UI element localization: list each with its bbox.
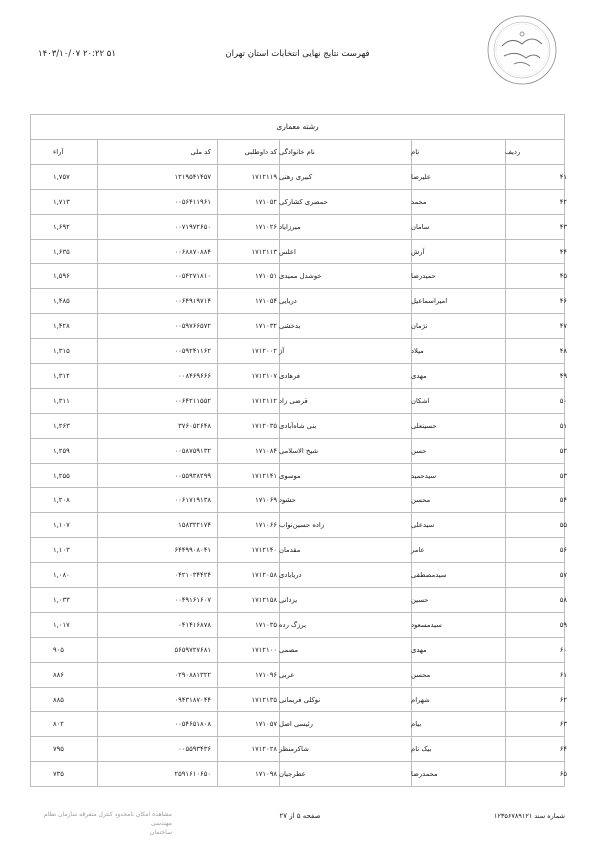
table-row <box>31 538 567 563</box>
table-row <box>31 563 567 588</box>
candidate-name: مهدی <box>411 371 427 380</box>
candidate-family: حشود <box>279 496 296 505</box>
table-row <box>31 389 567 414</box>
table-row <box>31 264 567 289</box>
national-code: ۰۴۲۱۰۳۴۴۲۴ <box>174 571 211 580</box>
national-code: ۰۰۷۱۹۷۲۶۵۰ <box>174 222 211 231</box>
candidate-name: محسن <box>411 496 431 505</box>
results-table <box>30 114 565 787</box>
vote-count: ۹۰۵ <box>53 645 64 654</box>
national-code: ۰۰۵۴۶۵۱۸۰۸ <box>174 720 211 729</box>
vote-count: ۱,۳۱۲ <box>53 371 70 380</box>
row-index: ۵۳ <box>559 471 567 480</box>
candidate-code: ۱۷۱۲۱۱۹ <box>251 172 277 181</box>
national-code: ۰۰۶۴۹۱۹۷۱۴ <box>174 297 211 306</box>
candidate-code: ۱۷۱۰۲۶ <box>255 222 277 231</box>
row-index: ۵۴ <box>559 496 567 505</box>
candidate-code: ۱۷۱۲۱۳۵ <box>251 695 277 704</box>
row-index: ۴۴ <box>559 247 567 256</box>
row-index: ۶۰ <box>559 645 567 654</box>
vote-count: ۱,۵۹۶ <box>53 272 70 281</box>
vote-count: ۱,۱۰۳ <box>53 546 70 555</box>
vote-count: ۱,۶۳۵ <box>53 247 70 256</box>
row-index: ۴۷ <box>559 322 567 331</box>
candidate-family: فرهادی <box>279 371 301 380</box>
candidate-name: سیدحمید <box>411 471 437 480</box>
candidate-code: ۱۷۱۰۹۶ <box>255 670 277 679</box>
candidate-name: محمد <box>411 197 427 206</box>
candidate-code: ۱۷۱۲۰۳۵ <box>251 421 277 430</box>
row-index: ۵۹ <box>559 620 567 629</box>
candidate-family: نوکلی فریمانی <box>279 695 321 704</box>
candidate-family: خوشدل ممیدی <box>279 272 322 281</box>
candidate-code: ۱۷۱۰۸۴ <box>255 446 277 455</box>
table-body <box>31 165 567 786</box>
national-code: ۱۲۱۹۵۴۱۴۵۷ <box>174 172 211 181</box>
national-code: ۰۰۵۸۷۵۹۱۳۲ <box>174 446 211 455</box>
table-row <box>31 588 567 613</box>
candidate-family: قرضی زاد <box>279 396 308 405</box>
row-index: ۴۶ <box>559 297 567 306</box>
candidate-code: ۱۷۱۰۶۶ <box>255 521 277 530</box>
vote-count: ۱,۰۱۷ <box>53 620 70 629</box>
candidate-code: ۱۷۱۰۵۲ <box>255 197 277 206</box>
row-index: ۵۲ <box>559 446 567 455</box>
candidate-name: عامر <box>411 546 425 555</box>
national-code: ۰۰۵۵۹۳۴۳۶ <box>178 745 211 754</box>
table-row <box>31 190 567 215</box>
national-code: ۰۰۶۱۷۱۹۱۳۸ <box>174 496 211 505</box>
candidate-code: ۱۷۱۲۱۰۷ <box>251 371 277 380</box>
candidate-name: حسین <box>411 595 429 604</box>
vote-count: ۱,۳۱۱ <box>53 396 70 405</box>
table-row <box>31 314 567 339</box>
candidate-family: مصمی <box>279 645 299 654</box>
national-code: ۰۰۴۹۱۶۱۶۰۷ <box>174 595 211 604</box>
vote-count: ۱,۴۲۸ <box>53 322 70 331</box>
vote-count: ۸۰۲ <box>53 720 64 729</box>
candidate-code: ۱۷۱۰۵۴ <box>255 297 277 306</box>
national-code: ۰۰۶۸۸۷۰۸۸۴ <box>174 247 211 256</box>
candidate-code: ۱۷۱۲۱۱۲ <box>251 396 277 405</box>
candidate-code: ۱۷۱۲۱۰۰ <box>251 645 277 654</box>
page-number: صفحه ۵ از ۲۷ <box>279 812 321 820</box>
national-code: ۲۵۹۱۶۱۰۶۵۰ <box>174 770 211 779</box>
table-row <box>31 439 567 464</box>
candidate-code: ۱۷۱۰۵۱ <box>255 272 277 281</box>
vote-count: ۱,۲۵۵ <box>53 471 70 480</box>
candidate-name: حمیدرضا <box>411 272 436 281</box>
candidate-family: آژ <box>279 347 285 356</box>
table-row <box>31 712 567 737</box>
vote-count: ۱,۷۵۷ <box>53 172 70 181</box>
candidate-family: حمصری کشارکی <box>279 197 328 206</box>
row-index: ۴۵ <box>559 272 567 281</box>
candidate-name: سامان <box>411 222 430 231</box>
row-index: ۴۱ <box>559 172 567 181</box>
candidate-name: بیک نام <box>411 745 432 754</box>
vote-count: ۱,۲۰۸ <box>53 496 70 505</box>
candidate-name: امیراسماعیل <box>411 297 448 306</box>
table-row <box>31 488 567 513</box>
candidate-family: برزگ رده <box>279 620 307 629</box>
candidate-code: ۱۷۱۲۱۱۳ <box>251 247 277 256</box>
candidate-code: ۱۷۱۰۳۵ <box>255 620 277 629</box>
candidate-name: شهرام <box>411 695 430 704</box>
table-row <box>31 215 567 240</box>
header-national-code: کد ملی <box>190 147 211 156</box>
national-code: ۰۰۵۹۲۴۱۱۶۲ <box>174 347 211 356</box>
candidate-name: سیدمصطفی <box>411 571 447 580</box>
national-code: ۰۰۵۹۷۶۶۵۷۲ <box>174 322 211 331</box>
table-row <box>31 289 567 314</box>
candidate-family: رئیسی اصل <box>279 720 313 729</box>
seal-stamp-graphic <box>486 14 558 86</box>
row-index: ۶۵ <box>559 770 567 779</box>
candidate-family: موسوی <box>279 471 301 480</box>
candidate-family: یزدانی <box>279 595 298 604</box>
table-row <box>31 737 567 762</box>
national-code: ۱۵۸۳۲۲۱۷۴ <box>178 521 211 530</box>
header-index: ردیف <box>505 147 521 156</box>
candidate-name: سیدعلی <box>411 521 435 530</box>
vote-count: ۱,۰۸۰ <box>53 571 70 580</box>
print-datetime: ۱۴۰۳/۱۰/۰۷ ۲۰:۲۲ ۵۱ <box>38 49 116 59</box>
national-code: ۰۰۵۵۹۳۸۲۹۹ <box>174 471 211 480</box>
official-seal <box>486 14 558 86</box>
candidate-name: مهدی <box>411 645 427 654</box>
row-index: ۵۷ <box>559 571 567 580</box>
national-code: ۰۰۵۴۲۷۱۸۱۰ <box>174 272 211 281</box>
national-code: ۶۴۴۹۹۰۸۰۴۱ <box>174 546 211 555</box>
row-index: ۶۳ <box>559 720 567 729</box>
row-index: ۴۸ <box>559 347 567 356</box>
header-candidate-code: کد داوطلبی <box>244 147 277 156</box>
national-code: ۰۰۸۴۶۹۶۶۶ <box>178 371 211 380</box>
row-index: ۵۵ <box>559 521 567 530</box>
header-name: نام <box>411 147 420 156</box>
candidate-family: میرزایاد <box>279 222 301 231</box>
table-row <box>31 165 567 190</box>
candidate-code: ۱۷۱۰۵۷ <box>255 720 277 729</box>
candidate-family: زاده حسین‌نواب <box>279 521 325 530</box>
table-row <box>31 364 567 389</box>
national-code: ۰۴۱۴۱۶۸۷۸ <box>178 620 211 629</box>
row-index: ۴۲ <box>559 197 567 206</box>
field-title: رشته معماری <box>31 115 564 140</box>
footer-note <box>32 810 172 837</box>
candidate-code: ۱۷۱۲۱۴۰ <box>251 546 277 555</box>
candidate-family: مقدمان <box>279 546 301 555</box>
candidate-name: محمدرضا <box>411 770 438 779</box>
row-index: ۵۸ <box>559 595 567 604</box>
candidate-family: عربی <box>279 670 295 679</box>
candidate-name: حسن <box>411 446 427 455</box>
row-index: ۶۲ <box>559 695 567 704</box>
header-family: نام خانوادگی <box>279 147 315 156</box>
table-row <box>31 638 567 663</box>
row-index: ۵۶ <box>559 546 567 555</box>
national-code: ۰۹۴۳۱۸۷۰۴۴ <box>174 695 211 704</box>
candidate-code: ۱۷۱۰۳۲ <box>255 322 277 331</box>
footer-note-line1: مشاهده امکان نامحدود کنترل متفرقه سازمان نظام مهندسی <box>44 811 172 827</box>
row-index: ۶۱ <box>559 670 567 679</box>
table-row <box>31 339 567 364</box>
table-header-row <box>31 140 564 165</box>
vote-count: ۱,۶۹۲ <box>53 222 70 231</box>
candidate-family: دریایی <box>279 297 297 306</box>
row-index: ۵۰ <box>559 396 567 405</box>
national-code: ۳۷۶۰۵۲۶۴۸ <box>178 421 211 430</box>
candidate-family: دریابادی <box>279 571 302 580</box>
candidate-code: ۱۷۱۲۰۰۲ <box>251 347 277 356</box>
candidate-name: علیرضا <box>411 172 431 181</box>
national-code: ۰۲۹۰۸۸۱۳۲۲ <box>174 670 211 679</box>
candidate-name: میلاد <box>411 347 424 356</box>
candidate-code: ۱۷۱۰۶۹ <box>255 496 277 505</box>
national-code: ۵۶۵۹۷۲۷۶۸۱ <box>174 645 211 654</box>
candidate-name: نژمان <box>411 322 428 331</box>
vote-count: ۱,۲۵۹ <box>53 446 70 455</box>
vote-count: ۷۳۵ <box>53 770 64 779</box>
candidate-code: ۱۷۱۲۰۲۸ <box>251 745 277 754</box>
national-code: ۰۰۶۴۲۱۱۵۵۲ <box>174 396 211 405</box>
candidate-code: ۱۷۱۲۰۵۸ <box>251 571 277 580</box>
vote-count: ۱,۴۸۵ <box>53 297 70 306</box>
vote-count: ۸۸۵ <box>53 695 64 704</box>
candidate-family: اعلس <box>279 247 296 256</box>
table-row <box>31 464 567 489</box>
document-number: شماره سند ۱۲۳۵۶۷۸۹۱۲۱ <box>493 812 565 820</box>
candidate-family: عطرجیان <box>279 770 306 779</box>
candidate-name: اشکان <box>411 396 430 405</box>
candidate-family: بنی شاه‌آبادی <box>279 421 317 430</box>
header-votes: آراء <box>53 147 64 156</box>
candidate-name: بیام <box>411 720 422 729</box>
vote-count: ۱,۲۶۳ <box>53 421 70 430</box>
row-index: ۴۹ <box>559 371 567 380</box>
candidate-family: بدخشی <box>279 322 301 331</box>
candidate-name: محسن <box>411 670 431 679</box>
table-row <box>31 513 567 538</box>
table-row <box>31 688 567 713</box>
candidate-code: ۱۷۱۲۱۴۱ <box>251 471 277 480</box>
vote-count: ۱,۱۰۷ <box>53 521 70 530</box>
vote-count: ۱,۰۳۳ <box>53 595 70 604</box>
candidate-family: شاکرمنظر <box>279 745 309 754</box>
table-row <box>31 762 567 786</box>
candidate-family: شیخ الاسلامی <box>279 446 319 455</box>
row-index: ۴۳ <box>559 222 567 231</box>
candidate-code: ۱۷۱۰۹۸ <box>255 770 277 779</box>
vote-count: ۸۸۶ <box>53 670 64 679</box>
national-code: ۰۰۵۶۴۱۱۹۶۱ <box>174 197 211 206</box>
candidate-family: کبیری رهنی <box>279 172 313 181</box>
table-row <box>31 613 567 638</box>
table-row <box>31 240 567 265</box>
footer-note-line2: ساختمان <box>149 829 172 836</box>
candidate-code: ۱۷۱۲۱۵۸ <box>251 595 277 604</box>
candidate-name: آرش <box>411 247 425 256</box>
row-index: ۶۴ <box>559 745 567 754</box>
candidate-name: حسینعلی <box>411 421 437 430</box>
row-index: ۵۱ <box>559 421 567 430</box>
vote-count: ۱,۷۱۳ <box>53 197 70 206</box>
vote-count: ۱,۳۱۵ <box>53 347 70 356</box>
vote-count: ۷۹۵ <box>53 745 64 754</box>
table-row <box>31 663 567 688</box>
table-row <box>31 414 567 439</box>
candidate-name: سیدمسعود <box>411 620 442 629</box>
page-title: فهرست نتایج نهایی انتخابات استان تهران <box>225 49 370 59</box>
